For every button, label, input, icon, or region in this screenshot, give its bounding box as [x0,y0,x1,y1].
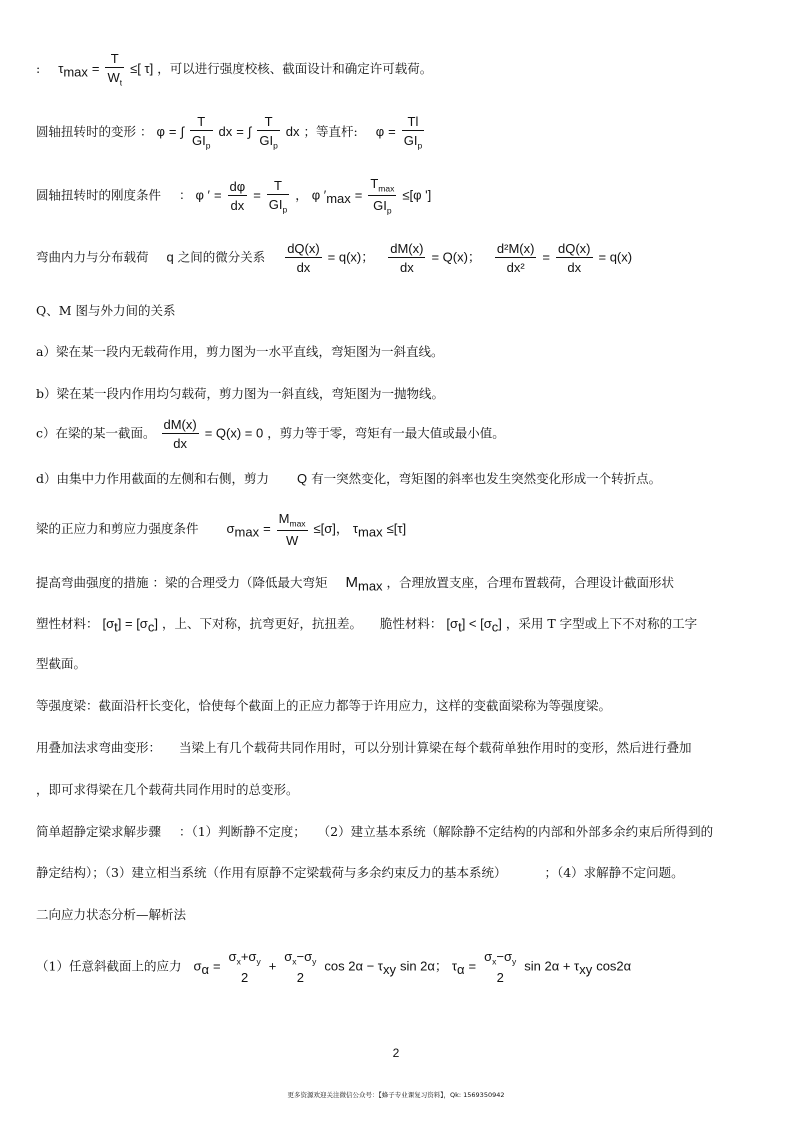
line1-text: ，可以进行强度校核、截面设计和确定许可载荷。 [157,61,433,77]
statically-indeterminate-line-cont [36,867,762,880]
footer-note: 更多资源欢迎关注微信公众号：【蜂子专业课复习资料】，Qk: 1569350942 [287,1091,505,1099]
fraction-sum-over-2 [227,950,263,984]
frac-den: dx² [506,260,525,275]
phi-symbol: φ [156,124,165,140]
frac-den: GI [403,133,418,148]
n3b: −σ [496,949,513,964]
plane-stress-heading: 二向应力状态分析—解析法 [36,907,187,922]
frac-den: GI [268,196,283,212]
materials-line [36,617,762,634]
eq-sign: = [91,61,100,77]
superposition-line [36,742,762,755]
text-a: 用叠加法求弯曲变形： [36,740,162,755]
label: 弯曲内力与分布载荷 [36,249,149,265]
phi-max: φ ′ [311,187,327,203]
tau-max-formula-line [36,52,762,87]
statically-indeterminate-line [36,826,762,839]
frac-num: dM(x) [390,241,424,256]
inequality: ≤[σ]， [313,521,349,537]
tau-symbol: τ [352,521,359,537]
equal-strength-beam: 等强度梁：截面沿杆长变化，恰使每个截面上的正应力都等于许用应力，这样的变截面梁称为等强度梁。 [36,698,612,713]
sigma-alpha-sub: α [201,962,209,978]
fraction-t-over-wt [105,52,124,87]
inequality: ≤[ τ] [130,61,154,77]
improve-strength-line [36,575,762,593]
fraction-dq-dx [285,242,322,274]
frac-den-sub: p [417,140,423,151]
text-c: ，合理放置支座，合理布置载荷，合理设计截面形状 [386,575,675,590]
eq-sign: = [263,521,271,537]
text-b: 有一突然变化，弯矩图的斜率也发生突然变化形成一个转折点。 [311,471,662,486]
eq-sign: = [236,124,244,140]
tail-sub: xy [382,962,396,978]
tau-alpha-sub: α [457,962,465,978]
item-a: a）梁在某一段内无载荷作用，剪力图为一水平直线，弯矩图为一斜直线。 [36,344,444,359]
fraction-dphi-dx [228,180,248,212]
tail4: cos2α [596,958,632,974]
superposition-line-cont: ，即可求得梁在几个载荷共同作用时的总变形。 [36,782,299,797]
frac-den-sub: p [282,204,288,215]
text-b: ；（4）求解静不定问题。 [544,865,684,880]
frac-num: dQ(x) [287,241,320,256]
f2-sub: c [147,619,155,635]
n2-sub: x [292,956,297,967]
sigma-symbol: σ [226,521,235,537]
tau-alpha: τ [451,958,458,974]
text-a: d）由集中力作用截面的左侧和右侧，剪力 [36,471,270,486]
sigma-alpha: σ [193,958,202,974]
rhs: = Q(x) = 0 [204,425,264,441]
f1-sub: t [114,619,118,635]
dx: dx [285,124,300,140]
eq-sign: = [253,187,261,203]
torsion-deformation-line [36,115,762,150]
text-a: 提高弯曲强度的措施 [36,575,149,590]
text-c: （2）建立基本系统（解除静不定结构的内部和外部多余约束后所得到的 [317,824,714,839]
plastic-label: 塑性材料： [36,616,99,631]
q-symbol: Q [296,471,308,486]
text-b: ：梁的合理受力（降低最大弯矩 [152,575,328,590]
phi-prime: φ ′ [195,187,210,203]
m-symbol: M [345,574,358,591]
n2b: −σ [296,949,313,964]
inequality: ≤[φ '] [402,187,432,203]
n1b-sub: y [256,956,261,967]
tau-sub: max [63,64,88,80]
brittle-text: ，采用 T 字型或上下不对称的工字 [505,616,698,631]
dx: dx [218,124,233,140]
frac-den: GI [259,133,274,148]
strength-condition-line [36,512,762,547]
label: 圆轴扭转时的刚度条件 [36,187,162,203]
frac-den: GI [373,198,387,214]
tail: cos 2α − τ [324,958,383,974]
frac-num-sub: max [378,183,395,194]
frac-den-sub: p [205,140,211,151]
separator: ；等直杆: [303,124,358,140]
frac-num: dQ(x) [558,241,591,256]
frac-num: T [257,115,279,131]
label: c）在梁的某一截面。 [36,425,156,441]
frac-num: d²M(x) [496,241,535,256]
text-a: 简单超静定梁求解步骤 [36,824,162,839]
d1: 2 [241,970,249,986]
f3: ] [154,616,158,631]
page-number: 2 [392,1046,400,1060]
tail3: sin 2α + τ [524,958,580,974]
frac-den: W [107,70,120,85]
frac-num: Tl [402,115,424,131]
eq-sign: = [168,124,177,140]
fraction-mmax-over-w [277,512,308,547]
n2: σ [284,949,293,964]
torsion-stiffness-line [36,177,762,215]
tail2: sin 2α； [399,958,448,974]
fraction-dm-dx [162,418,199,450]
label: （1）任意斜截面上的应力 [36,958,182,974]
g2-sub: c [491,619,499,635]
colon: ： [140,124,153,140]
rhs: = q(x)； [327,249,375,265]
d2: 2 [296,970,304,986]
frac-den: dx [230,198,245,214]
comma: ， [295,187,308,203]
n2b-sub: y [312,956,317,967]
frac-den: dx [296,260,311,275]
brittle-label: 脆性材料： [379,616,443,631]
fraction-dm-dx [388,242,425,274]
q-symbol: q [166,249,174,265]
d3: 2 [496,970,504,986]
n3b-sub: y [512,956,517,967]
n1: σ [228,949,237,964]
frac-num: T [267,179,289,195]
n1b: +σ [240,949,257,964]
frac-den: W [285,533,299,549]
eq-sign: = [542,249,551,265]
fraction-tmax-over-gip [368,177,396,215]
fraction-t-over-gip [190,115,212,150]
fraction-dq-dx-2 [556,242,593,274]
f2: ] = [σ [117,616,148,631]
n1-sub: x [236,956,241,967]
eq-sign: = [354,187,363,203]
plastic-text: ，上、下对称，抗弯更好，抗扭差。 [161,616,362,631]
eq-sign: = [388,124,396,140]
integral-sign: ∫ [247,124,252,140]
g1-sub: t [458,619,462,635]
frac-num: M [278,511,290,526]
plus: + [268,958,277,974]
n3: σ [484,949,493,964]
g1: [σ [446,616,459,631]
fraction-diff-over-2-b [482,950,518,984]
fraction-d2m-dx2 [495,242,537,274]
text-a: 静定结构）；（3）建立相当系统（作用有原静不定梁载荷与多余约束反力的基本系统） [36,865,507,880]
frac-den: dx [399,260,414,275]
tail3-sub: xy [579,962,593,978]
frac-den-sub: t [119,77,123,88]
inequality: ≤[τ] [386,521,407,537]
frac-num: T [105,52,124,68]
eq-sign: = [213,187,222,203]
tau-symbol: τ [58,61,64,77]
phi-max-sub: max [326,191,351,207]
tau-sub: max [358,524,383,540]
sigma-sub: max [234,524,260,540]
frac-den: GI [192,133,206,148]
frac-num: dφ [229,179,246,195]
rhs: = q(x) [598,249,633,265]
frac-den: dx [567,260,582,275]
differential-relations-line [36,242,762,274]
materials-line-cont: 型截面。 [36,656,87,671]
eq-sign: = [212,958,221,974]
text-b: ：（1）判断静不定度； [178,824,306,839]
item-b: b）梁在某一段内作用均匀载荷，剪力图为一斜直线，弯矩图为一抛物线。 [36,386,445,401]
m-sub: max [357,578,383,594]
frac-num: T [190,115,212,131]
label2: 之间的微分关系 [177,249,266,265]
f1: [σ [102,616,115,631]
frac-den-sub: p [273,140,278,151]
frac-num-sub: max [289,518,306,529]
line1-prefix: : [36,61,41,77]
frac-num: T [370,176,379,191]
label: 梁的正应力和剪应力强度条件 [36,521,199,537]
g2: ] < [σ [461,616,492,631]
oblique-stress-line [36,950,762,984]
item-c [36,418,762,450]
text-b: 当梁上有几个载荷共同作用时，可以分别计算梁在每个载荷单独作用时的变形，然后进行叠加 [178,740,692,755]
qm-heading: Q、M 图与外力间的关系 [36,303,176,318]
rhs: = Q(x)； [431,249,481,265]
fraction-t-over-gip [267,179,289,214]
eq-sign: = [468,958,477,974]
frac-num: dM(x) [163,417,197,432]
fraction-t-over-gip-2 [257,115,279,150]
g3: ] [498,616,502,631]
fraction-diff-over-2 [282,950,318,984]
phi-symbol: φ [375,124,385,140]
integral-sign: ∫ [180,124,185,140]
text: ，剪力等于零，弯矩有一最大值或最小值。 [267,425,505,441]
item-d [36,472,762,486]
fraction-tl-over-gip [402,115,424,150]
frac-den-sub: p [386,205,392,216]
frac-den: dx [173,436,187,451]
colon: ： [178,187,192,203]
label: 圆轴扭转时的变形 [36,124,137,140]
n3-sub: x [492,956,497,967]
